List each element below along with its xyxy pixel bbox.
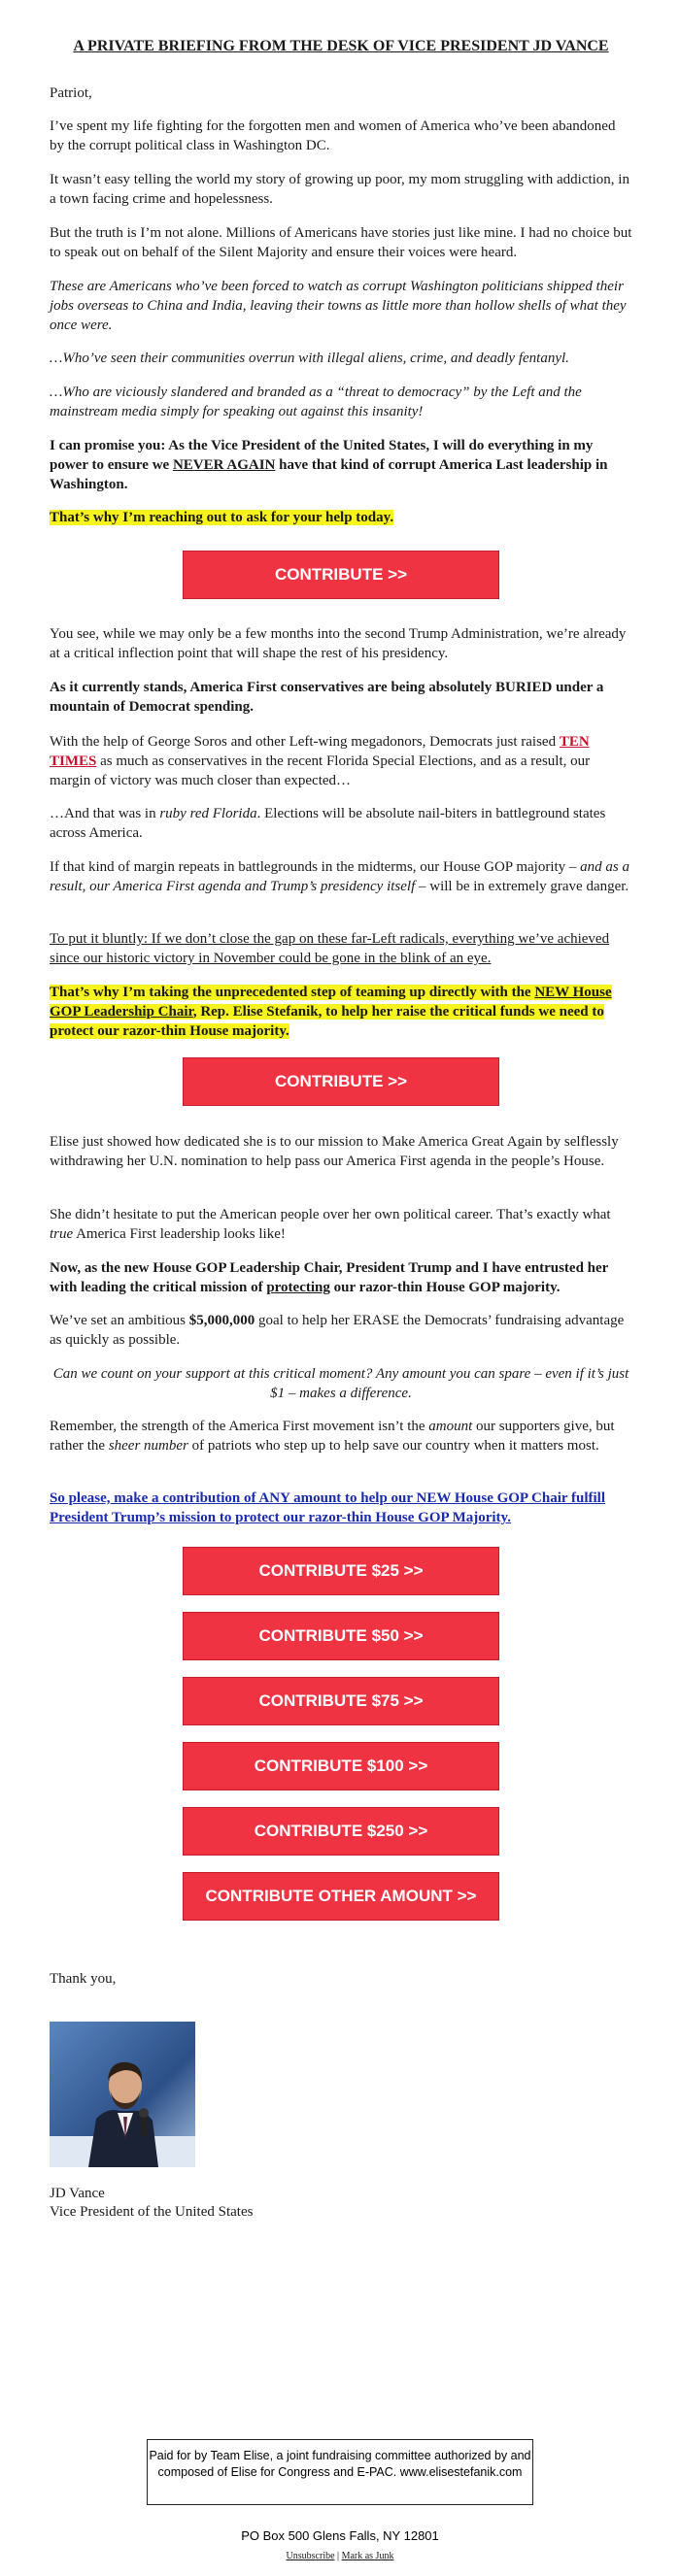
contribute-100-button[interactable]: CONTRIBUTE $100 >> bbox=[183, 1742, 499, 1790]
contribute-button[interactable]: CONTRIBUTE >> bbox=[183, 551, 499, 599]
contribute-50-button[interactable]: CONTRIBUTE $50 >> bbox=[183, 1612, 499, 1660]
paragraph: We’ve set an ambitious $5,000,000 goal to help her ERASE the Democrats’ fundraising advantage as quickly as possible. bbox=[50, 1313, 625, 1348]
paragraph: …Who’ve seen their communities overrun with illegal aliens, crime, and deadly fentanyl. bbox=[50, 351, 569, 366]
mailing-address: PO Box 500 Glens Falls, NY 12801 bbox=[241, 2528, 439, 2543]
paragraph: With the help of George Soros and other Left-wing megadonors, Democrats just raised TEN TIMES as much as conservatives in the recent Florida Special Elections, and as a result, our margin of victory was much closer than expected… bbox=[50, 734, 591, 788]
paid-for-by-box: Paid for by Team Elise, a joint fundraising committee authorized by and composed of Elise for Congress and E-PAC. www.elisestefanik.com bbox=[147, 2439, 533, 2505]
paragraph: These are Americans who’ve been forced to watch as corrupt Washington politicians shipped their jobs overseas to China and India, leaving their towns as little more than hollow shells of what they once were. bbox=[50, 279, 627, 333]
paragraph bbox=[50, 1489, 632, 1527]
unsubscribe-link[interactable]: Unsubscribe bbox=[286, 2551, 335, 2561]
paragraph: As it currently stands, America First conservatives are being absolutely BURIED under a mountain of Democrat spending. bbox=[50, 680, 604, 715]
highlight-paragraph: That’s why I’m reaching out to ask for your help today. bbox=[50, 510, 394, 525]
contribute-75-button[interactable]: CONTRIBUTE $75 >> bbox=[183, 1677, 499, 1725]
paragraph: Elise just showed how dedicated she is to our mission to Make America Great Again by selflessly withdrawing her U.N. nomination to help pass our America First agenda in the people’s House. bbox=[50, 1134, 619, 1169]
paragraph: I’ve spent my life fighting for the forgotten men and women of America who’ve been abandoned by the corrupt political class in Washington DC. bbox=[50, 118, 616, 153]
contribution-link[interactable]: So please, make a contribution of ANY amount to help our NEW House GOP Chair fulfill President Trump’s mission to protect our razor-thin House GOP Majority. bbox=[50, 1490, 605, 1525]
separator: | bbox=[337, 2551, 340, 2561]
paragraph: To put it bluntly: If we don’t close the gap on these far-Left radicals, everything we’ve achieved since our historic victory in November could be gone in the blink of an eye. bbox=[50, 931, 610, 966]
contribute-other-button[interactable]: CONTRIBUTE OTHER AMOUNT >> bbox=[183, 1872, 499, 1921]
paragraph: You see, while we may only be a few months into the second Trump Administration, we’re already at a critical inflection point that will shape the rest of his presidency. bbox=[50, 626, 627, 661]
paragraph: Remember, the strength of the America First movement isn’t the amount our supporters give, but rather the sheer number of patriots who step up to help save our country when it matters most. bbox=[50, 1419, 615, 1454]
footer-links bbox=[0, 2551, 680, 2561]
paragraph: Can we count on your support at this critical moment? Any amount you can spare – even if it’s just $1 – makes a difference. bbox=[52, 1366, 629, 1401]
paragraph: It wasn’t easy telling the world my story of growing up poor, my mom struggling with addiction, in a town facing crime and hopelessness. bbox=[50, 172, 629, 207]
signer-name: JD Vance bbox=[50, 2186, 105, 2201]
signer-title: Vice President of the United States bbox=[50, 2204, 254, 2220]
highlight-paragraph: That’s why I’m taking the unprecedented step of teaming up directly with the NEW House GOP Leadership Chair, Rep. Elise Stefanik, to help her raise the critical funds we need to protect our razor-thin House majority. bbox=[50, 985, 612, 1039]
contribute-25-button[interactable]: CONTRIBUTE $25 >> bbox=[183, 1547, 499, 1595]
paragraph: Now, as the new House GOP Leadership Chair, President Trump and I have entrusted her with leading the critical mission of protecting our razor-thin House GOP majority. bbox=[50, 1260, 609, 1295]
paragraph: If that kind of margin repeats in battlegrounds in the midterms, our House GOP majority – and as a result, our America First agenda and Trump’s presidency itself – will be in extremely grave danger. bbox=[50, 859, 629, 894]
signoff: Thank you, bbox=[50, 1971, 117, 1987]
mark-junk-link[interactable]: Mark as Junk bbox=[341, 2551, 394, 2561]
paragraph: …And that was in ruby red Florida. Elections will be absolute nail-biters in battleground states across America. bbox=[50, 806, 606, 841]
paragraph: …Who are viciously slandered and branded as a “threat to democracy” by the Left and the mainstream media simply for speaking out against this insanity! bbox=[50, 385, 582, 419]
greeting: Patriot, bbox=[50, 85, 92, 101]
paragraph: I can promise you: As the Vice President of the United States, I will do everything in my power to ensure we NEVER AGAIN have that kind of corrupt America Last leadership in Washington. bbox=[50, 438, 608, 492]
page-title: A PRIVATE BRIEFING FROM THE DESK OF VICE PRESIDENT JD VANCE bbox=[73, 38, 609, 54]
contribute-250-button[interactable]: CONTRIBUTE $250 >> bbox=[183, 1807, 499, 1856]
signer-photo bbox=[50, 2022, 195, 2167]
paragraph: But the truth is I’m not alone. Millions of Americans have stories just like mine. I had no choice but to speak out on behalf of the Silent Majority and ensure their voices were heard. bbox=[50, 225, 632, 260]
ten-times-link[interactable]: TEN TIMES bbox=[50, 734, 590, 769]
paragraph: She didn’t hesitate to put the American people over her own political career. That’s exactly what true America First leadership looks like! bbox=[50, 1207, 611, 1242]
contribute-button[interactable]: CONTRIBUTE >> bbox=[183, 1057, 499, 1106]
